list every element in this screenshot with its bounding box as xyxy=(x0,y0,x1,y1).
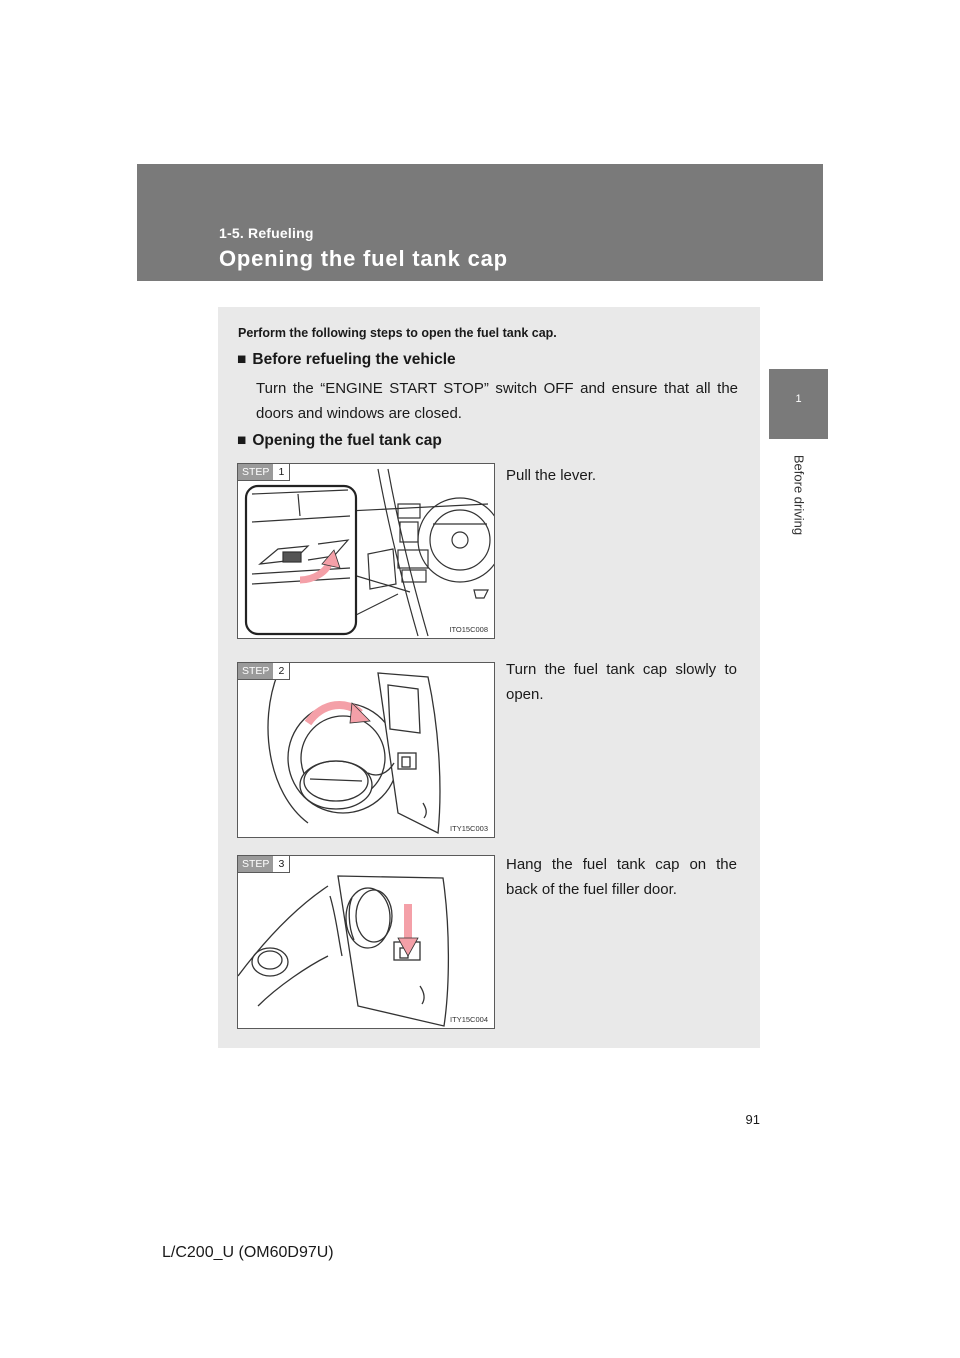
step-badge-1 xyxy=(238,464,290,481)
page-title: Opening the fuel tank cap xyxy=(219,246,508,271)
step-number: 1 xyxy=(273,464,289,480)
step-2-figure xyxy=(237,662,495,838)
step-1-figure xyxy=(237,463,495,639)
step-number: 3 xyxy=(273,856,289,872)
intro-text: Perform the following steps to open the fuel tank cap. xyxy=(238,326,557,340)
manual-code: L/C200_U (OM60D97U) xyxy=(162,1244,334,1261)
page-number: 91 xyxy=(745,1112,760,1127)
chapter-number: 1 xyxy=(795,393,802,405)
subheading-opening-cap xyxy=(237,432,442,450)
step-3-text: Hang the fuel tank cap on the back of the fuel filler door. xyxy=(506,856,737,898)
figure-code: ITO15C008 xyxy=(449,625,488,634)
step-word: STEP xyxy=(238,663,273,679)
lever-illustration xyxy=(238,464,494,638)
step-2-text: Turn the fuel tank cap slowly to open. xyxy=(506,661,737,703)
section-label: 1-5. Refueling xyxy=(219,225,314,241)
step-3-figure xyxy=(237,855,495,1029)
bullet-square-icon: ■ xyxy=(237,351,247,368)
step-number: 2 xyxy=(273,663,289,679)
cap-hang-illustration xyxy=(238,856,494,1028)
chapter-header-band xyxy=(137,164,823,281)
figure-code: ITY15C003 xyxy=(450,824,488,833)
figure-code: ITY15C004 xyxy=(450,1015,488,1024)
step-badge-3 xyxy=(238,856,290,873)
step-word: STEP xyxy=(238,856,273,872)
step-word: STEP xyxy=(238,464,273,480)
subheading-text: Before refueling the vehicle xyxy=(252,351,456,368)
content-panel xyxy=(218,307,760,1048)
bullet-square-icon: ■ xyxy=(237,432,247,449)
step-badge-2 xyxy=(238,663,290,680)
chapter-title-vertical: Before driving xyxy=(791,454,807,536)
step-1-text: Pull the lever. xyxy=(506,467,597,484)
chapter-tab[interactable] xyxy=(769,369,828,439)
subheading-text: Opening the fuel tank cap xyxy=(252,432,442,449)
before-refueling-body: Turn the “ENGINE START STOP” switch OFF and ensure that all the doors and windows are closed. xyxy=(256,380,738,422)
cap-turn-illustration xyxy=(238,663,494,837)
subheading-before-refueling xyxy=(237,351,456,369)
